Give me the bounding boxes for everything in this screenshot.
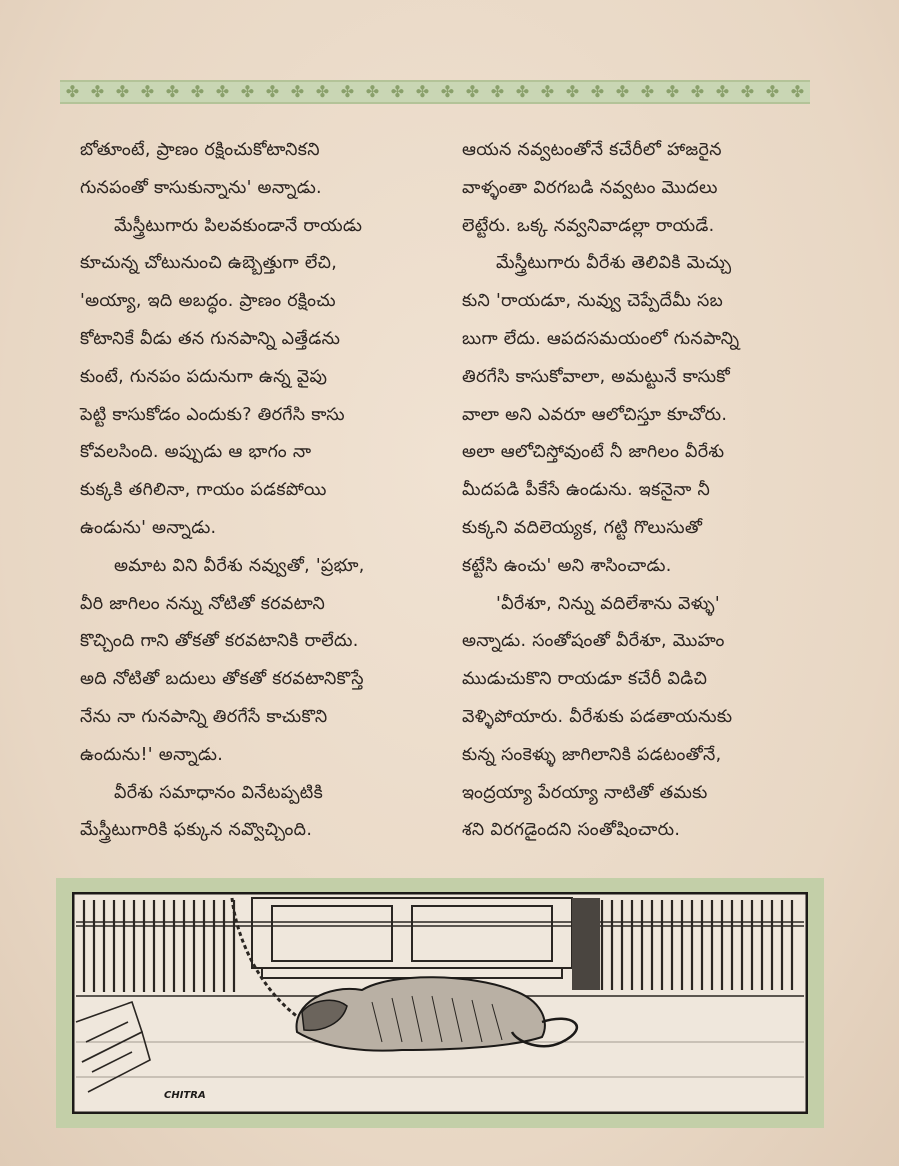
ornament-icon: ✤ <box>165 82 180 101</box>
text-line: 'వీరేశూ, నిన్ను వదిలేశాను వెళ్ళు' <box>496 593 720 614</box>
ornament-icon: ✤ <box>465 82 480 101</box>
ornament-icon: ✤ <box>490 82 505 101</box>
text-line: మేస్త్రీటుగారు వీరేశు తెలివికి మెచ్చు <box>496 253 732 274</box>
text-line: కుంటే, గునపం పదునుగా ఉన్న వైపు <box>80 366 328 387</box>
ornament-icon: ✤ <box>715 82 730 101</box>
ornament-icon: ✤ <box>140 82 155 101</box>
text-line: అమాట విని వీరేశు నవ్వుతో, 'ప్రభూ, <box>114 555 365 576</box>
text-line: కుక్కని వదిలెయ్యక, గట్టి గొలుసుతో <box>462 517 703 538</box>
ornament-icon: ✤ <box>665 82 680 101</box>
ornament-icon: ✤ <box>540 82 555 101</box>
text-line: కూచున్న చోటునుంచి ఉబ్బెత్తుగా లేచి, <box>80 253 338 274</box>
text-line: వాళ్ళంతా విరగబడి నవ్వటం మొదలు <box>462 177 718 198</box>
text-line: మేస్త్రీటుగారు పిలవకుండానే రాయడు <box>114 215 363 236</box>
decorative-border <box>60 80 810 104</box>
ornament-icon: ✤ <box>340 82 355 101</box>
text-line: వెళ్ళిపోయారు. వీరేశుకు పడతాయనుకు <box>462 706 733 727</box>
ornament-icon: ✤ <box>65 82 80 101</box>
text-line: తిరగేసి కాసుకోవాలా, అమట్టునే కాసుకో <box>462 366 731 387</box>
ornament-icon: ✤ <box>515 82 530 101</box>
ornament-icon: ✤ <box>90 82 105 101</box>
ornament-icon: ✤ <box>390 82 405 101</box>
text-line: వీరేశు సమాధానం వినేటప్పటికి <box>114 782 324 803</box>
text-line: ఉందును!' అన్నాడు. <box>80 744 224 765</box>
ornament-icon: ✤ <box>215 82 230 101</box>
text-line: కట్టేసి ఉంచు' అని శాసించాడు. <box>462 555 672 576</box>
text-line: 'అయ్యా, ఇది అబద్ధం. ప్రాణం రక్షించు <box>80 291 336 312</box>
text-line: ముడుచుకొని రాయడూ కచేరీ విడిచి <box>462 669 708 690</box>
artist-signature: CHITRA <box>164 1090 206 1101</box>
ornament-icon: ✤ <box>690 82 705 101</box>
ornament-icon: ✤ <box>415 82 430 101</box>
text-line: మేస్త్రీటుగారికి ఫక్కున నవ్వొచ్చింది. <box>80 820 313 841</box>
text-line: లెట్టేరు. ఒక్క నవ్వనివాడల్లా రాయడే. <box>462 215 715 236</box>
text-line: ఇంద్రయ్యా పేరయ్యా నాటితో తమకు <box>462 782 708 803</box>
text-line: కోటానికే వీడు తన గునపాన్ని ఎత్తేడను <box>80 328 341 349</box>
text-line: శని విరగడైందని సంతోషించారు. <box>462 820 681 841</box>
text-line: వీరి జాగిలం నన్ను నోటితో కరవటాని <box>80 593 326 614</box>
text-line: కొచ్చింది గాని తోకతో కరవటానికి రాలేదు. <box>80 631 359 652</box>
ornament-icon: ✤ <box>440 82 455 101</box>
right-text-column <box>462 132 822 850</box>
ornament-icon: ✤ <box>590 82 605 101</box>
text-line: నేను నా గునపాన్ని తిరగేసే కాచుకొని <box>80 706 328 727</box>
text-line: ఆయన నవ్వటంతోనే కచేరీలో హాజరైన <box>462 140 722 160</box>
ornament-icon: ✤ <box>640 82 655 101</box>
text-line: కోవలసింది. అప్పుడు ఆ భాగం నా <box>80 442 312 463</box>
text-line: వాలా అని ఎవరూ ఆలోచిస్తూ కూచోరు. <box>462 404 728 425</box>
text-line: గునపంతో కాసుకున్నాను' అన్నాడు. <box>80 177 322 198</box>
text-line: కుక్కకి తగిలినా, గాయం పడకపోయి <box>80 480 327 501</box>
text-line: అన్నాడు. సంతోషంతో వీరేశూ, మొహం <box>462 631 725 652</box>
ornament-icon: ✤ <box>290 82 305 101</box>
ornament-icon: ✤ <box>315 82 330 101</box>
text-line: బుగా లేదు. ఆపదసమయంలో గునపాన్ని <box>462 328 740 349</box>
left-text-column <box>80 132 435 850</box>
ornament-icon: ✤ <box>365 82 380 101</box>
ornament-icon: ✤ <box>565 82 580 101</box>
ornament-icon: ✤ <box>790 82 805 101</box>
text-line: అది నోటితో బదులు తోకతో కరవటానికొస్తే <box>80 669 364 690</box>
ornament-icon: ✤ <box>190 82 205 101</box>
ornament-icon: ✤ <box>765 82 780 101</box>
text-line: ఉండును' అన్నాడు. <box>80 517 217 538</box>
text-line: అలా ఆలోచిస్తోవుంటే నీ జాగిలం వీరేశు <box>462 442 725 463</box>
ornament-icon: ✤ <box>265 82 280 101</box>
text-line: కుని 'రాయడూ, నువ్వు చెప్పేదేమీ సబ <box>462 291 724 312</box>
ornament-icon: ✤ <box>740 82 755 101</box>
ornament-icon: ✤ <box>615 82 630 101</box>
illustration-frame <box>56 878 824 1128</box>
text-line: కున్న సంకెళ్ళు జాగిలానికి పడటంతోనే, <box>462 744 722 765</box>
text-line: మీదపడి పీకేసే ఉండును. ఇకనైనా నీ <box>462 480 711 501</box>
dog-sleeping-illustration <box>72 892 808 1114</box>
text-line: బోతూంటే, ప్రాణం రక్షించుకోటానికని <box>80 140 320 160</box>
text-line: పెట్టి కాసుకోడం ఎందుకు? తిరగేసి కాసు <box>80 404 345 425</box>
ornament-icon: ✤ <box>115 82 130 101</box>
ornament-icon: ✤ <box>240 82 255 101</box>
